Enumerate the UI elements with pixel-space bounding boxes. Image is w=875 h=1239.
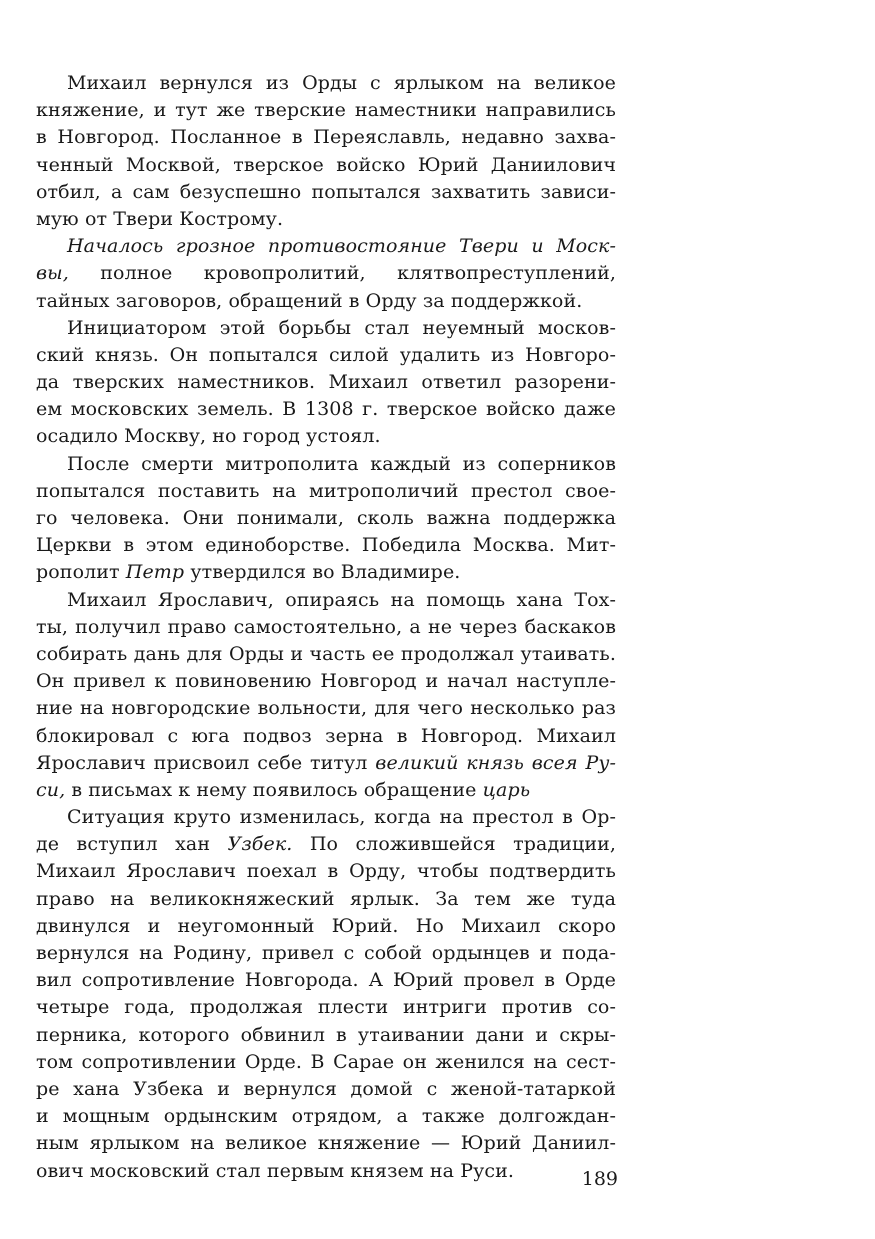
- text-run: По сложившейся традиции,: [292, 833, 616, 856]
- text-line: [36, 206, 616, 233]
- text-run: ным ярлыком на великое княжение — Юрий Даниил-: [36, 1132, 616, 1155]
- text-run: Он привел к повиновению Новгород и начал наступле-: [36, 670, 616, 693]
- text-line: [36, 940, 616, 967]
- text-line: [36, 315, 616, 342]
- paragraph: [36, 587, 616, 805]
- text-line: [36, 695, 616, 722]
- text-run: ние на новгородские вольности, для чего несколько раз: [36, 697, 616, 720]
- text-run: го человека. Они понимали, сколь важна поддержка: [36, 507, 616, 529]
- text-line: [36, 858, 616, 885]
- text-line: [36, 994, 616, 1021]
- text-run: Михаил вернулся из Орды с ярлыком на великое: [67, 72, 616, 94]
- text-line: [36, 668, 616, 695]
- text-line: [36, 260, 616, 287]
- text-line: [36, 641, 616, 668]
- text-line: [36, 124, 616, 151]
- text-line: [36, 831, 616, 858]
- text-run: вернулся на Родину, привел с собой ордынцев и пода-: [36, 942, 616, 964]
- italic-text: Узбек.: [227, 833, 293, 856]
- text-line: [36, 1049, 616, 1076]
- text-run: мую от Твери Кострому.: [36, 207, 284, 230]
- text-run: После смерти митрополита каждый из соперников: [67, 452, 616, 475]
- text-run: блокировал с юга подвоз зерна в Новгород. Михаил: [36, 724, 616, 747]
- italic-text: си,: [36, 778, 66, 801]
- italic-text: великий князь всея Ру-: [375, 751, 616, 774]
- text-line: [36, 614, 616, 641]
- text-line: [36, 886, 616, 913]
- text-line: [36, 1130, 616, 1157]
- paragraph: [36, 804, 616, 1185]
- text-line: [36, 1103, 616, 1130]
- text-run: ем московских земель. В 1308 г. тверское войско даже: [36, 398, 616, 421]
- text-run: перника, которого обвинил в утаивании дани и скры-: [36, 1023, 616, 1046]
- text-line: [36, 587, 616, 614]
- text-run: том сопротивлении Орде. В Сарае он женился на сест-: [36, 1050, 616, 1073]
- text-line: [36, 70, 616, 97]
- text-line: [36, 342, 616, 369]
- text-run: двинулся и неугомонный Юрий. Но Михаил скоро: [36, 914, 616, 937]
- text-run: право на великокняжеский ярлык. За тем же туда: [36, 887, 616, 910]
- text-run: отбил, а сам безуспешно попытался захватить зависи-: [36, 180, 616, 203]
- text-run: утвердился во Владимире.: [184, 561, 461, 584]
- text-line: [36, 396, 616, 423]
- text-line: [36, 179, 616, 206]
- text-line: [36, 451, 616, 478]
- text-line: [36, 559, 616, 586]
- page-body: [36, 70, 616, 1185]
- text-run: в Новгород. Посланное в Переяславль, недавно захва-: [36, 126, 616, 149]
- text-run: Ситуация круто изменилась, когда на престол в Ор-: [67, 806, 616, 829]
- text-line: [36, 777, 616, 804]
- text-line: [36, 804, 616, 831]
- text-line: [36, 233, 616, 260]
- paragraph: [36, 70, 616, 233]
- text-line: [36, 723, 616, 750]
- text-run: ре хана Узбека и вернулся домой с женой-татаркой: [36, 1077, 616, 1100]
- text-run: полное кровопролитий, клятвопреступлений,: [68, 262, 616, 285]
- text-run: четыре года, продолжая плести интриги против со-: [36, 996, 616, 1019]
- text-line: [36, 750, 616, 777]
- text-line: [36, 1076, 616, 1103]
- text-line: [36, 288, 616, 315]
- text-run: ский князь. Он попытался силой удалить из Новгоро-: [36, 343, 616, 366]
- text-run: Церкви в этом единоборстве. Победила Москва. Мит-: [36, 534, 616, 557]
- paragraph: [36, 315, 616, 451]
- text-line: [36, 97, 616, 124]
- text-run: вил сопротивление Новгорода. А Юрий провел в Орде: [36, 969, 616, 992]
- text-run: попытался поставить на митрополичий престол свое-: [36, 479, 616, 502]
- text-line: [36, 1158, 616, 1185]
- italic-text: Началось грозное противостояние Твери и Моск-: [67, 235, 616, 258]
- text-run: ты, получил право самостоятельно, а не через баскаков: [36, 615, 616, 638]
- text-line: [36, 152, 616, 179]
- text-run: и мощным ордынским отрядом, а также долгождан-: [36, 1105, 616, 1128]
- italic-text: царь: [482, 778, 531, 801]
- italic-text: вы,: [36, 262, 69, 285]
- text-line: [36, 478, 616, 505]
- paragraph: [36, 233, 616, 315]
- text-line: [36, 967, 616, 994]
- text-line: [36, 369, 616, 396]
- text-run: Михаил Ярославич поехал в Орду, чтобы подтвердить: [36, 860, 616, 883]
- text-run: Ярославич присвоил себе титул: [36, 751, 376, 774]
- text-run: рополит: [36, 561, 126, 584]
- text-run: Михаил Ярославич, опираясь на помощь хана Тох-: [67, 588, 616, 611]
- text-line: [36, 913, 616, 940]
- text-run: княжение, и тут же тверские наместники направились: [36, 99, 616, 122]
- page-number: 189: [581, 1168, 618, 1190]
- paragraph: [36, 451, 616, 587]
- text-line: [36, 1022, 616, 1049]
- text-run: тайных заговоров, обращений в Орду за поддержкой.: [36, 289, 583, 312]
- text-run: в письмах к нему появилось обращение: [65, 778, 483, 801]
- text-run: де вступил хан: [36, 833, 228, 856]
- text-run: собирать дань для Орды и часть ее продолжал утаивать.: [36, 642, 616, 665]
- text-line: [36, 505, 616, 532]
- text-run: Инициатором этой борьбы стал неуемный москов-: [67, 316, 616, 339]
- text-line: [36, 423, 616, 450]
- text-run: ченный Москвой, тверское войско Юрий Даниилович: [36, 153, 616, 176]
- text-run: да тверских наместников. Михаил ответил разорени-: [36, 371, 616, 394]
- text-line: [36, 532, 616, 559]
- text-run: осадило Москву, но город устоял.: [36, 425, 381, 448]
- text-run: ович московский стал первым князем на Руси.: [36, 1159, 515, 1182]
- italic-text: Петр: [125, 561, 185, 584]
